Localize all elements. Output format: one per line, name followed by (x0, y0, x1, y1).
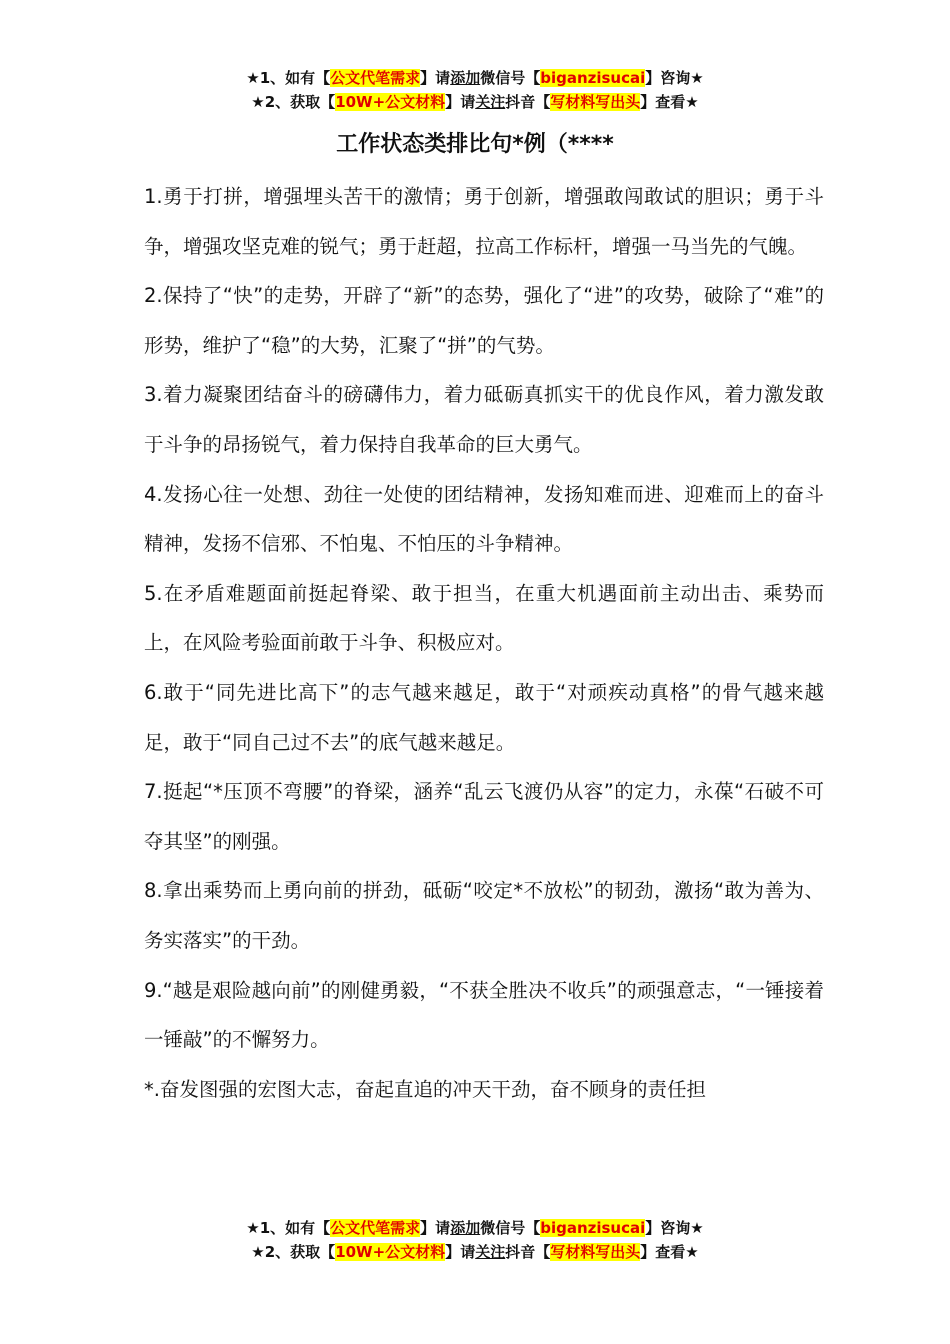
banner-highlight: 公文代笔需求 (330, 1219, 421, 1237)
banner-line-1 (0, 1216, 950, 1240)
banner-text: 】查看★ (640, 93, 699, 111)
footer-banner (0, 1216, 950, 1264)
banner-underline: 关注 (475, 1243, 506, 1261)
banner-text: 】请 (445, 93, 476, 111)
banner-text: ★1、如有【 (246, 69, 331, 87)
paragraph-3: 3.着力凝聚团结奋斗的磅礴伟力，着力砥砺真抓实干的优良作风，着力激发敢于斗争的昂扬锐气，着力保持自我革命的巨大勇气。 (144, 383, 824, 456)
paragraph-6: 6.敢于“同先进比高下”的志气越来越足，敢于“对顽疾动真格”的骨气越来越足，敢于“同自己过不去”的底气越来越足。 (144, 680, 824, 754)
paragraph-7: 7.挺起“*压顶不弯腰”的脊梁，涵养“乱云飞渡仍从容”的定力，永葆“石破不可夺其坚”的刚强。 (144, 780, 824, 853)
banner-text: ★2、获取【 (251, 1243, 336, 1261)
banner-text: 抖音【 (505, 93, 551, 111)
banner-text: ★2、获取【 (251, 93, 336, 111)
banner-line-1 (0, 66, 950, 90)
banner-line-2 (0, 1240, 950, 1264)
banner-text: 】请 (445, 1243, 476, 1261)
banner-text: 】查看★ (640, 1243, 699, 1261)
paragraph-5: 5.在矛盾难题面前挺起脊梁、敢于担当，在重大机遇面前主动出击、乘势而上，在风险考验面前敢于斗争、积极应对。 (144, 581, 824, 655)
banner-highlight: 写材料写出头 (550, 93, 641, 111)
document-body (144, 172, 824, 1114)
paragraph-2: 2.保持了“快”的走势，开辟了“新”的态势，强化了“进”的攻势，破除了“难”的形势，维护了“稳”的大势，汇聚了“拼”的气势。 (144, 284, 824, 357)
banner-line-2 (0, 90, 950, 114)
banner-text: 微信号【 (480, 1219, 541, 1237)
banner-text: 】咨询★ (645, 1219, 704, 1237)
banner-highlight: 10W+公文材料 (335, 1243, 446, 1261)
banner-text: 】请 (420, 69, 451, 87)
banner-text: ★1、如有【 (246, 1219, 331, 1237)
banner-text: 】咨询★ (645, 69, 704, 87)
banner-highlight: 10W+公文材料 (335, 93, 446, 111)
banner-underline: 添加 (450, 69, 481, 87)
banner-highlight: biganzisucai (540, 69, 646, 87)
banner-highlight: biganzisucai (540, 1219, 646, 1237)
banner-text: 】请 (420, 1219, 451, 1237)
paragraph-1: 1.勇于打拼，增强埋头苦干的激情；勇于创新，增强敢闯敢试的胆识；勇于斗争，增强攻坚克难的锐气；勇于赶超，拉高工作标杆，增强一马当先的气魄。 (144, 185, 824, 258)
paragraph-4: 4.发扬心往一处想、劲往一处使的团结精神，发扬知难而进、迎难而上的奋斗精神，发扬不信邪、不怕鬼、不怕压的斗争精神。 (144, 482, 824, 556)
banner-highlight: 公文代笔需求 (330, 69, 421, 87)
paragraph-9: 9.“越是艰险越向前”的刚健勇毅，“不获全胜决不收兵”的顽强意志，“一锤接着一锤敲”的不懈努力。 (144, 978, 824, 1052)
paragraph-8: 8.拿出乘势而上勇向前的拼劲，砥砺“咬定*不放松”的韧劲，激扬“敢为善为、务实落实”的干劲。 (144, 879, 824, 952)
header-banner (0, 66, 950, 114)
banner-underline: 添加 (450, 1219, 481, 1237)
banner-text: 微信号【 (480, 69, 541, 87)
banner-text: 抖音【 (505, 1243, 551, 1261)
banner-highlight: 写材料写出头 (550, 1243, 641, 1261)
banner-underline: 关注 (475, 93, 506, 111)
paragraph-10: *.奋发图强的宏图大志，奋起直追的冲天干劲，奋不顾身的责任担 (144, 1077, 706, 1101)
page-title: 工作状态类排比句*例（**** (336, 132, 614, 157)
